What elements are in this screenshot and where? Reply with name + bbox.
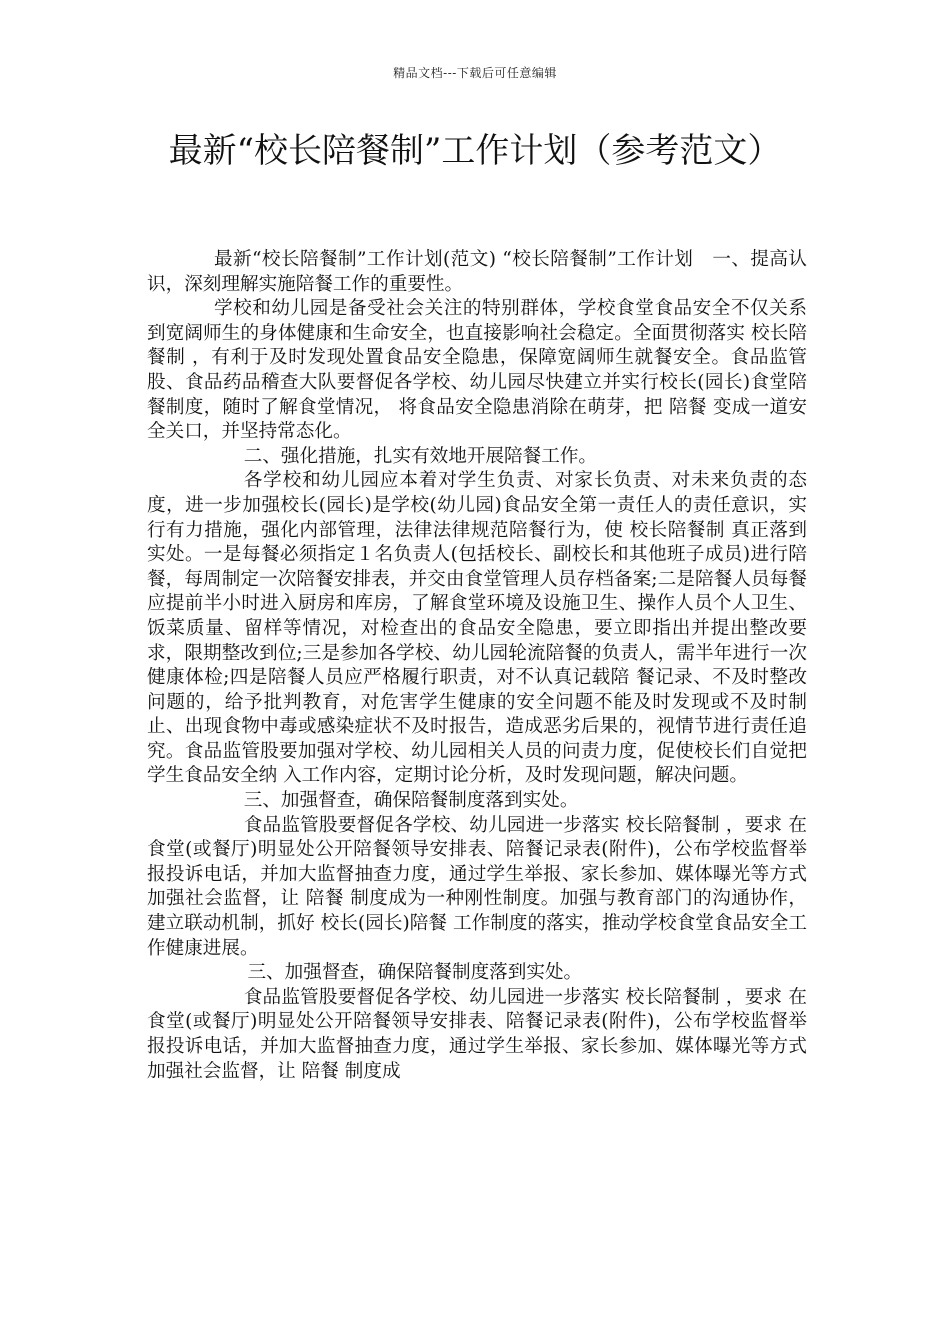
paragraph: 食品监管股要督促各学校、幼儿园进一步落实 校长陪餐制 ，要求 在食堂(或餐厅)明显处公开陪餐领导安排表、陪餐记录表(附件)，公布学校监督举报投诉电话，并加大监督抽查力度，通过学生举报、家长参加、媒体曝光等方式加强社会监督，让 陪餐 制度成 — [147, 986, 807, 1082]
paragraph: 各学校和幼儿园应本着对学生负责、对家长负责、对未来负责的态度，进一步加强校长(园长)是学校(幼儿园)食品安全第一责任人的责任意识，实行有力措施，强化内部管理，法律法律规范陪餐行为，使 校长陪餐制 真正落到实处。一是每餐必须指定１名负责人(包括校长、副校长和其他班子成员)进行陪餐，每周制定一次陪餐安排表，并交由食堂管理人员存档备案;二是陪餐人员每餐应提前半小时进入厨房和库房，了解食堂环境及设施卫生、操作人员个人卫生、饭菜质量、留样等情况，对检查出的食品安全隐患，要立即指出并提出整改要求，限期整改到位;三是参加各学校、幼儿园轮流陪餐的负责人，需半年进行一次健康体检;四是陪餐人员应严格履行职责，对不认真记载陪 餐记录、不及时整改问题的，给予批判教育，对危害学生健康的安全问题不能及时发现或不及时制止、出现食物中毒或感染症状不及时报告，造成恶劣后果的，视情节进行责任追究。食品监管股要加强对学校、幼儿园相关人员的问责力度，促使校长们自觉把学生食品安全纳 入工作内容，定期讨论分析，及时发现问题，解决问题。 — [147, 470, 807, 787]
section-heading: 二、强化措施，扎实有效地开展陪餐工作。 — [243, 445, 598, 467]
section-heading: 三、加强督查，确保陪餐制度落到实处。 — [243, 790, 579, 812]
section-heading: 三、加强督查，确保陪餐制度落到实处。 — [247, 962, 583, 984]
paragraph: 食品监管股要督促各学校、幼儿园进一步落实 校长陪餐制 ，要求 在食堂(或餐厅)明显处公开陪餐领导安排表、陪餐记录表(附件)，公布学校监督举报投诉电话，并加大监督抽查力度，通过学生举报、家长参加、媒体曝光等方式加强社会监督，让 陪餐 制度成为一种刚性制度。加强与教育部门的沟通协作，建立联动机制，抓好 校长(园长)陪餐 工作制度的落实，推动学校食堂食品安全工作健康进展。 — [147, 814, 807, 959]
page-header: 精品文档---下载后可任意编辑 — [393, 66, 557, 80]
paragraph: 最新“校长陪餐制”工作计划(范文) “校长陪餐制”工作计划 一、提高认识，深刻理解实施陪餐工作的重要性。 — [147, 249, 807, 295]
paragraph: 学校和幼儿园是备受社会关注的特别群体，学校食堂食品安全不仅关系到宽阔师生的身体健康和生命安全，也直接影响社会稳定。全面贯彻落实 校长陪餐制 ，有利于及时发现处置食品安全隐患，保障宽阔师生就餐安全。食品监管股、食品药品稽查大队要督促各学校、幼儿园尽快建立并实行校长(园长)食堂陪餐制度，随时了解食堂情况， 将食品安全隐患消除在萌芽，把 陪餐 变成一道安全关口，并坚持常态化。 — [147, 298, 807, 443]
document-title: 最新“校长陪餐制”工作计划（参考范文） — [168, 131, 782, 171]
document-body — [147, 248, 807, 1084]
